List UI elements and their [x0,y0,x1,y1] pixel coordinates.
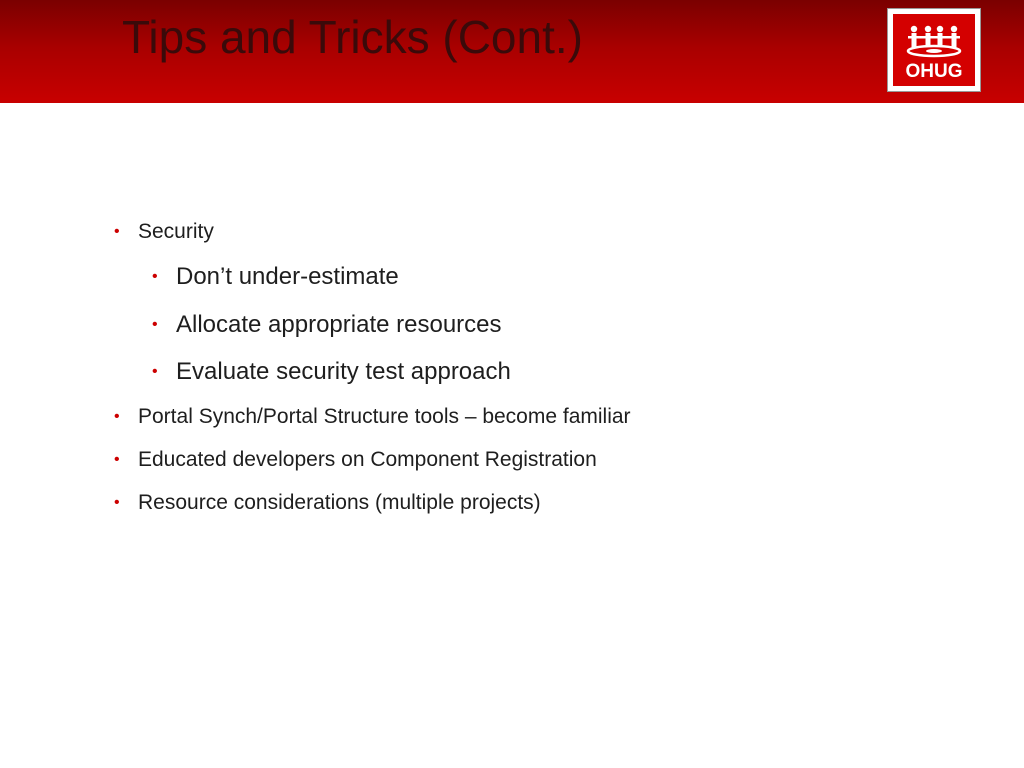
ohug-logo [887,8,981,92]
people-icon [902,24,966,58]
bullet-item [114,220,214,244]
logo-badge [893,14,975,86]
bullet-text: Don’t under-estimate [176,263,399,290]
bullet-text: Allocate appropriate resources [176,311,502,338]
bullet-item [114,405,631,429]
logo-text: OHUG [905,61,963,82]
bullet-dot: • [152,316,158,333]
sub-bullet-item [152,311,502,339]
slide-title: Tips and Tricks (Cont.) [122,11,583,63]
sub-bullet-item [152,263,399,291]
bullet-item [114,448,597,472]
bullet-text: Resource considerations (multiple projects) [138,491,541,514]
bullet-text: Portal Synch/Portal Structure tools – become familiar [138,405,631,428]
sub-bullet-item [152,358,511,386]
bullet-text: Evaluate security test approach [176,358,511,385]
bullet-dot: • [114,451,120,468]
bullet-item [114,491,541,515]
bullet-dot: • [114,223,120,240]
bullet-dot: • [114,408,120,425]
bullet-dot: • [152,363,158,380]
bullet-text: Educated developers on Component Registration [138,448,597,471]
bullet-text: Security [138,220,214,243]
bullet-dot: • [152,268,158,285]
bullet-dot: • [114,494,120,511]
